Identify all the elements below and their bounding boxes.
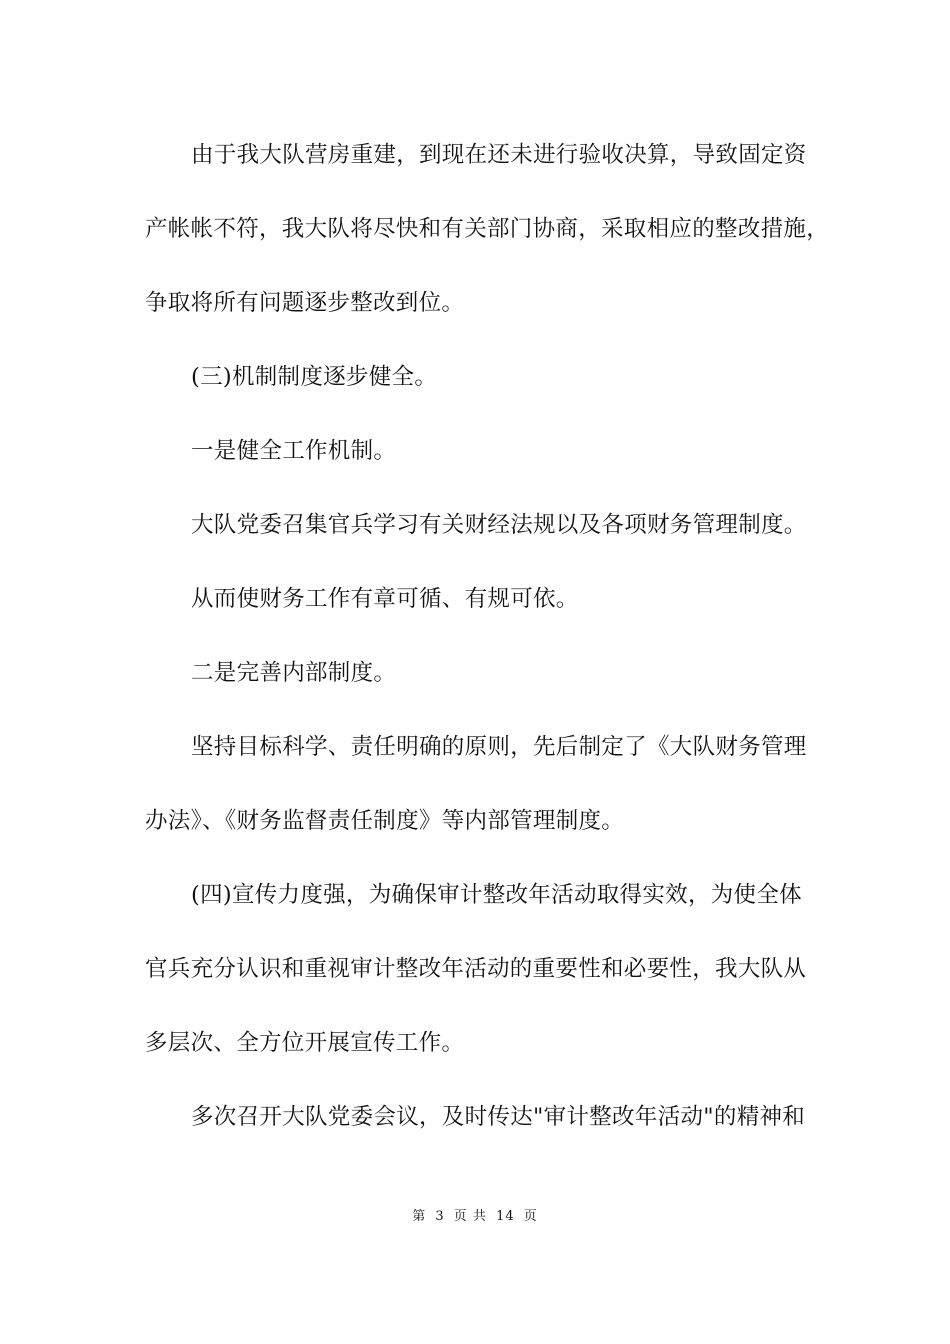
footer-middle: 页 共 (453, 1209, 487, 1224)
text-line: 一是健全工作机制。 (191, 438, 397, 464)
text-line: 由于我大队营房重建，到现在还未进行验收决算，导致固定资 (191, 142, 807, 168)
page-footer (0, 1208, 950, 1226)
footer-current-page: 3 (435, 1209, 445, 1224)
text-line: (四)宣传力度强，为确保审计整改年活动取得实效，为使全体 (191, 882, 802, 908)
footer-prefix: 第 (412, 1209, 427, 1224)
text-line: 产帐帐不符，我大队将尽快和有关部门协商，采取相应的整改措施， (145, 216, 830, 242)
footer-total-pages: 14 (496, 1209, 515, 1224)
text-line: 多层次、全方位开展宣传工作。 (145, 1030, 465, 1056)
text-line: 大队党委召集官兵学习有关财经法规以及各项财务管理制度。 (191, 512, 807, 538)
text-line: 坚持目标科学、责任明确的原则，先后制定了《大队财务管理 (191, 734, 807, 760)
footer-suffix: 页 (523, 1209, 538, 1224)
text-line: (三)机制制度逐步健全。 (191, 364, 438, 390)
text-line: 争取将所有问题逐步整改到位。 (145, 290, 465, 316)
text-line: 办法》、《财务监督责任制度》等内部管理制度。 (145, 808, 625, 834)
text-line: 从而使财务工作有章可循、有规可依。 (191, 586, 579, 612)
text-line: 多次召开大队党委会议，及时传达"审计整改年活动"的精神和 (191, 1104, 806, 1130)
text-line: 二是完善内部制度。 (191, 660, 397, 686)
text-line: 官兵充分认识和重视审计整改年活动的重要性和必要性，我大队从 (145, 956, 807, 982)
